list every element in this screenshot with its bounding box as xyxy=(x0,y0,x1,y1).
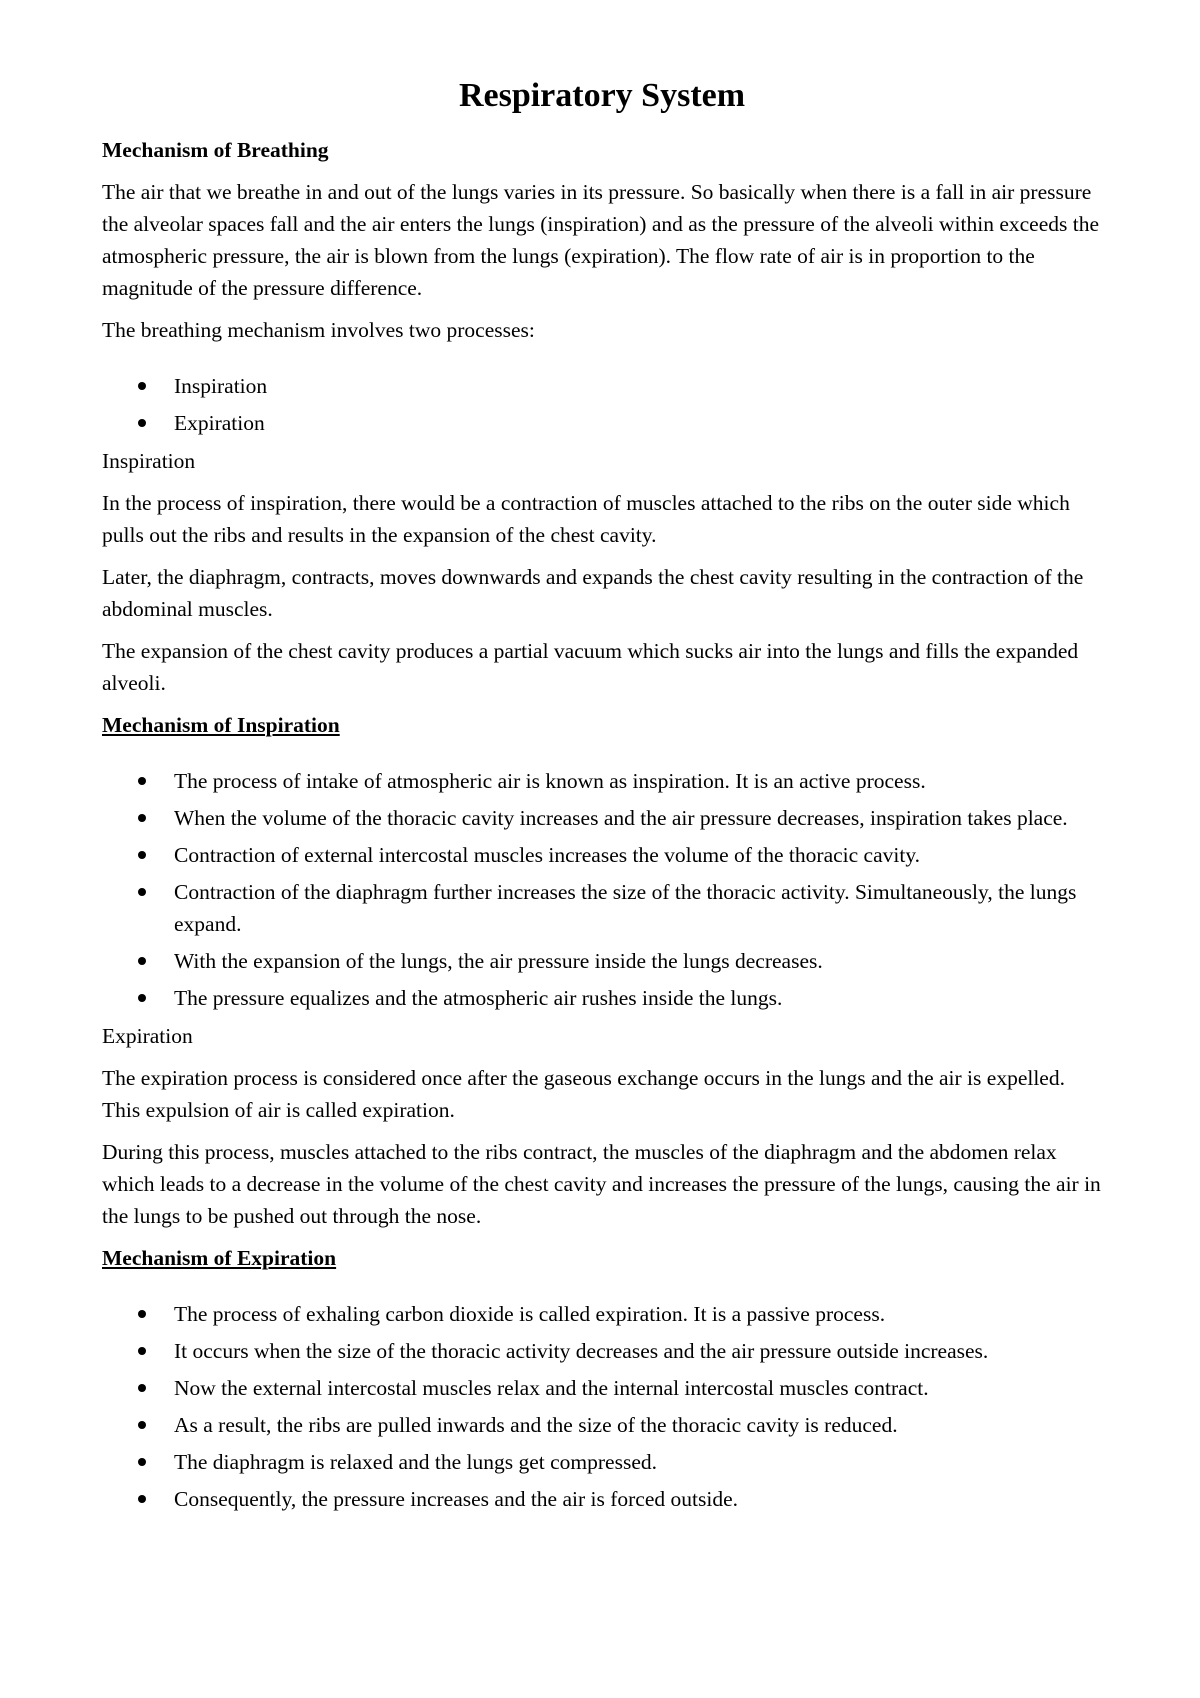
bullet-icon xyxy=(138,1458,146,1466)
list-item: Contraction of the diaphragm further increases the size of the thoracic activity. Simultaneously, the lungs expand. xyxy=(102,876,1102,940)
bullet-icon xyxy=(138,777,146,785)
inspiration-paragraph: Later, the diaphragm, contracts, moves downwards and expands the chest cavity resulting in the contraction of the abdominal muscles. xyxy=(102,565,1084,621)
processes-list xyxy=(102,370,1102,439)
bullet-icon xyxy=(138,1310,146,1318)
document-page xyxy=(102,72,1102,1521)
bullet-icon xyxy=(138,851,146,859)
expiration-paragraph: The expiration process is considered once after the gaseous exchange occurs in the lungs and the air is expelled. This expulsion of air is called expiration. xyxy=(102,1066,1065,1122)
list-item: As a result, the ribs are pulled inwards and the size of the thoracic cavity is reduced. xyxy=(102,1409,1102,1441)
bullet-icon xyxy=(138,994,146,1002)
bullet-icon xyxy=(138,957,146,965)
subheading-expiration: Expiration xyxy=(102,1024,193,1048)
heading-mechanism-of-expiration: Mechanism of Expiration xyxy=(102,1246,337,1270)
list-item: The diaphragm is relaxed and the lungs get compressed. xyxy=(102,1446,1102,1478)
list-item: Contraction of external intercostal muscles increases the volume of the thoracic cavity. xyxy=(102,839,1102,871)
list-item: The process of exhaling carbon dioxide is called expiration. It is a passive process. xyxy=(102,1298,1102,1330)
expiration-mechanism-list xyxy=(102,1298,1102,1515)
bullet-icon xyxy=(138,1421,146,1429)
document-title: Respiratory System xyxy=(458,77,746,114)
heading-mechanism-of-breathing: Mechanism of Breathing xyxy=(102,138,329,162)
list-item: The process of intake of atmospheric air is known as inspiration. It is an active process. xyxy=(102,765,1102,797)
list-item: Consequently, the pressure increases and the air is forced outside. xyxy=(102,1483,1102,1515)
subheading-inspiration: Inspiration xyxy=(102,449,196,473)
list-item: Expiration xyxy=(102,407,1102,439)
list-item: Now the external intercostal muscles relax and the internal intercostal muscles contract. xyxy=(102,1372,1102,1404)
breathing-paragraph-1: The air that we breathe in and out of the lungs varies in its pressure. So basically when there is a fall in air pressure the alveolar spaces fall and the air enters the lungs (inspiration) and as the pressure of the alveoli within exceeds the atmospheric pressure, the air is blown from the lungs (expiration). The flow rate of air is in proportion to the magnitude of the pressure difference. xyxy=(102,180,1100,300)
bullet-icon xyxy=(138,814,146,822)
bullet-icon xyxy=(138,382,146,390)
list-item: Inspiration xyxy=(102,370,1102,402)
inspiration-mechanism-list xyxy=(102,765,1102,1014)
list-item: With the expansion of the lungs, the air pressure inside the lungs decreases. xyxy=(102,945,1102,977)
bullet-icon xyxy=(138,1384,146,1392)
breathing-paragraph-2: The breathing mechanism involves two processes: xyxy=(102,318,535,342)
bullet-icon xyxy=(138,419,146,427)
bullet-icon xyxy=(138,1347,146,1355)
inspiration-paragraph: In the process of inspiration, there would be a contraction of muscles attached to the ribs on the outer side which pulls out the ribs and results in the expansion of the chest cavity. xyxy=(102,491,1070,547)
heading-mechanism-of-inspiration: Mechanism of Inspiration xyxy=(102,713,340,737)
expiration-paragraph: During this process, muscles attached to the ribs contract, the muscles of the diaphragm and the abdomen relax which leads to a decrease in the volume of the chest cavity and increases the pressure of the lungs, causing the air in the lungs to be pushed out through the nose. xyxy=(102,1140,1101,1228)
bullet-icon xyxy=(138,888,146,896)
list-item: It occurs when the size of the thoracic activity decreases and the air pressure outside increases. xyxy=(102,1335,1102,1367)
list-item: The pressure equalizes and the atmospheric air rushes inside the lungs. xyxy=(102,982,1102,1014)
bullet-icon xyxy=(138,1495,146,1503)
list-item: When the volume of the thoracic cavity increases and the air pressure decreases, inspiration takes place. xyxy=(102,802,1102,834)
inspiration-paragraph: The expansion of the chest cavity produces a partial vacuum which sucks air into the lungs and fills the expanded alveoli. xyxy=(102,639,1079,695)
